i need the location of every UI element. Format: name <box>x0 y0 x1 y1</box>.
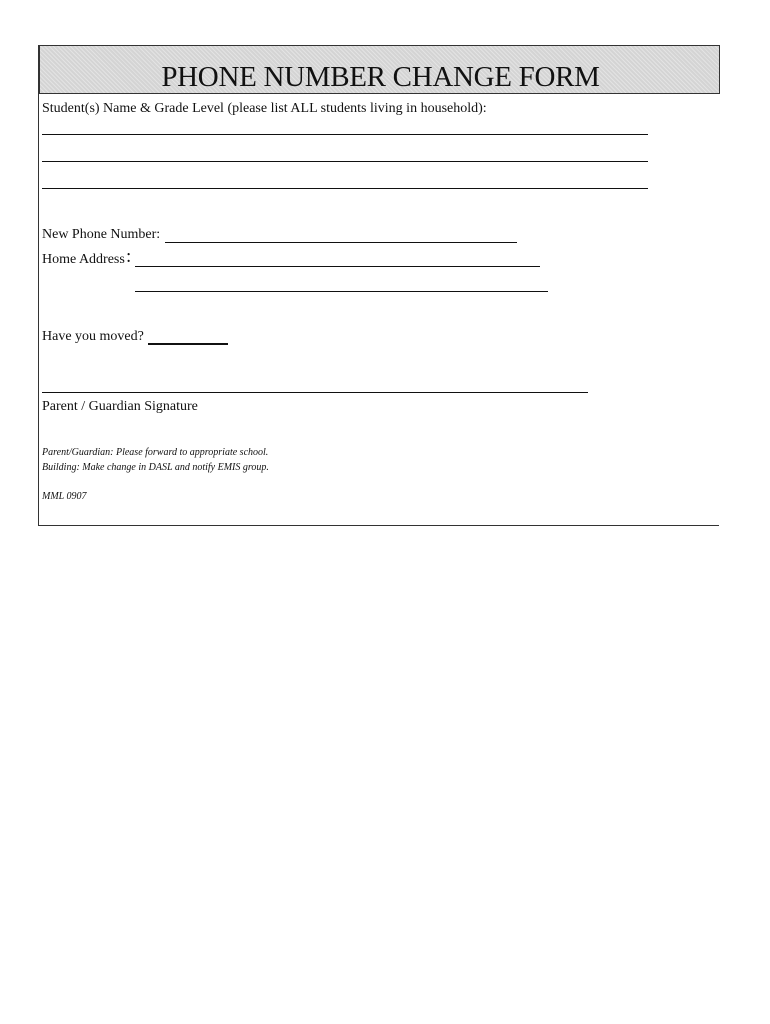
signature-line[interactable] <box>42 392 588 393</box>
home-address-colon: : <box>126 246 132 267</box>
form-code: MML 0907 <box>42 491 87 502</box>
moved-label: Have you moved? <box>42 329 144 344</box>
student-entry-line-1[interactable] <box>42 134 648 135</box>
student-entry-line-3[interactable] <box>42 188 648 189</box>
student-entry-line-2[interactable] <box>42 161 648 162</box>
home-address-line-2[interactable] <box>135 291 548 292</box>
moved-answer-line[interactable] <box>148 343 228 345</box>
home-address-label: Home Address <box>42 252 125 267</box>
signature-label: Parent / Guardian Signature <box>42 399 198 414</box>
form-title: PHONE NUMBER CHANGE FORM <box>161 61 600 93</box>
phone-number-change-form <box>38 45 719 526</box>
parent-instruction-note: Parent/Guardian: Please forward to appropriate school. <box>42 447 269 458</box>
students-label: Student(s) Name & Grade Level (please list ALL students living in household): <box>42 101 487 116</box>
new-phone-label: New Phone Number: <box>42 227 161 242</box>
form-title-bar <box>39 45 720 94</box>
building-instruction-note: Building: Make change in DASL and notify EMIS group. <box>42 462 269 473</box>
new-phone-line[interactable] <box>165 242 517 243</box>
home-address-line-1[interactable] <box>135 266 540 267</box>
